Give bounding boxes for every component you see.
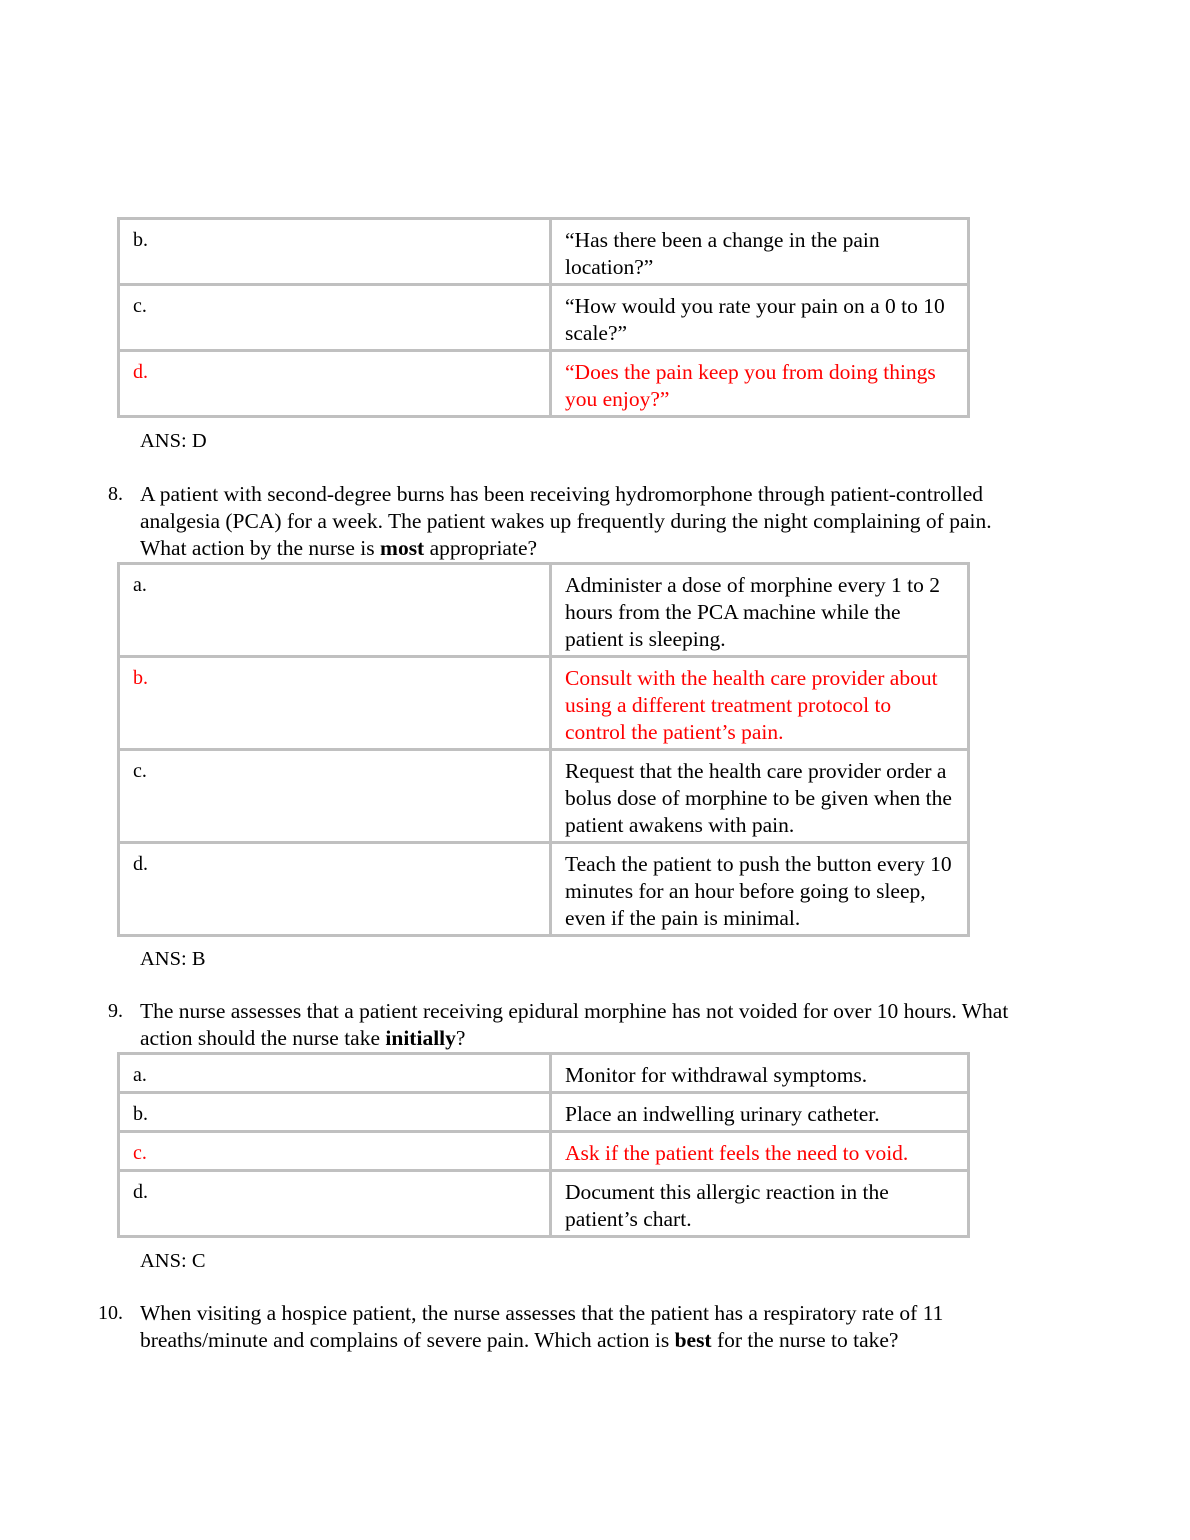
q8-option-b-correct (119, 657, 969, 750)
q9-option-d (119, 1171, 969, 1237)
q7-option-d-correct (119, 351, 969, 417)
q7-answer: ANS: D (140, 430, 207, 452)
q7-option-c (119, 285, 969, 351)
option-letter: b. (119, 219, 551, 285)
option-text: Ask if the patient feels the need to void. (551, 1132, 969, 1171)
q9-option-a (119, 1054, 969, 1093)
q9-option-c-correct (119, 1132, 969, 1171)
q9-answer: ANS: C (140, 1250, 206, 1272)
q7-option-b (119, 219, 969, 285)
q7-options-table (117, 217, 970, 418)
option-text: “Has there been a change in the pain location?” (551, 219, 969, 285)
option-text: Place an indwelling urinary catheter. (551, 1093, 969, 1132)
option-text: Administer a dose of morphine every 1 to 2 hours from the PCA machine while the patient is sleeping. (551, 564, 969, 657)
option-text: Document this allergic reaction in the patient’s chart. (551, 1171, 969, 1237)
option-letter: c. (119, 1132, 551, 1171)
option-letter: c. (119, 750, 551, 843)
question-number: 8. (108, 483, 123, 505)
option-text: “How would you rate your pain on a 0 to 10 scale?” (551, 285, 969, 351)
question-stem: A patient with second-degree burns has been receiving hydromorphone through patient-controlled analgesia (PCA) for a week. The patient wakes up frequently during the night complaining of pain. What action by the nurse is most appropriate? (140, 482, 992, 560)
q10-question (90, 1300, 1030, 1354)
option-letter: b. (119, 657, 551, 750)
question-stem: When visiting a hospice patient, the nurse assesses that the patient has a respiratory rate of 11 breaths/minute and complains of severe pain. Which action is best for the nurse to take? (140, 1301, 944, 1352)
q8-answer: ANS: B (140, 948, 206, 970)
option-text: Monitor for withdrawal symptoms. (551, 1054, 969, 1093)
option-text: Teach the patient to push the button every 10 minutes for an hour before going to sleep, even if the pain is minimal. (551, 843, 969, 936)
option-letter: c. (119, 285, 551, 351)
q9-options-table (117, 1052, 970, 1238)
q8-option-c (119, 750, 969, 843)
q8-question (90, 481, 1030, 562)
q9-option-b (119, 1093, 969, 1132)
q9-question (90, 998, 1030, 1052)
option-letter: d. (119, 843, 551, 936)
option-text: Request that the health care provider order a bolus dose of morphine to be given when the patient awakens with pain. (551, 750, 969, 843)
question-number: 10. (98, 1302, 123, 1324)
option-letter: d. (119, 1171, 551, 1237)
option-text: Consult with the health care provider about using a different treatment protocol to control the patient’s pain. (551, 657, 969, 750)
option-letter: b. (119, 1093, 551, 1132)
q8-option-d (119, 843, 969, 936)
q8-option-a (119, 564, 969, 657)
question-stem: The nurse assesses that a patient receiving epidural morphine has not voided for over 10 hours. What action should the nurse take initially? (140, 999, 1009, 1050)
question-number: 9. (108, 1000, 123, 1022)
option-text: “Does the pain keep you from doing things you enjoy?” (551, 351, 969, 417)
option-letter: a. (119, 564, 551, 657)
q8-options-table (117, 562, 970, 937)
option-letter: d. (119, 351, 551, 417)
option-letter: a. (119, 1054, 551, 1093)
